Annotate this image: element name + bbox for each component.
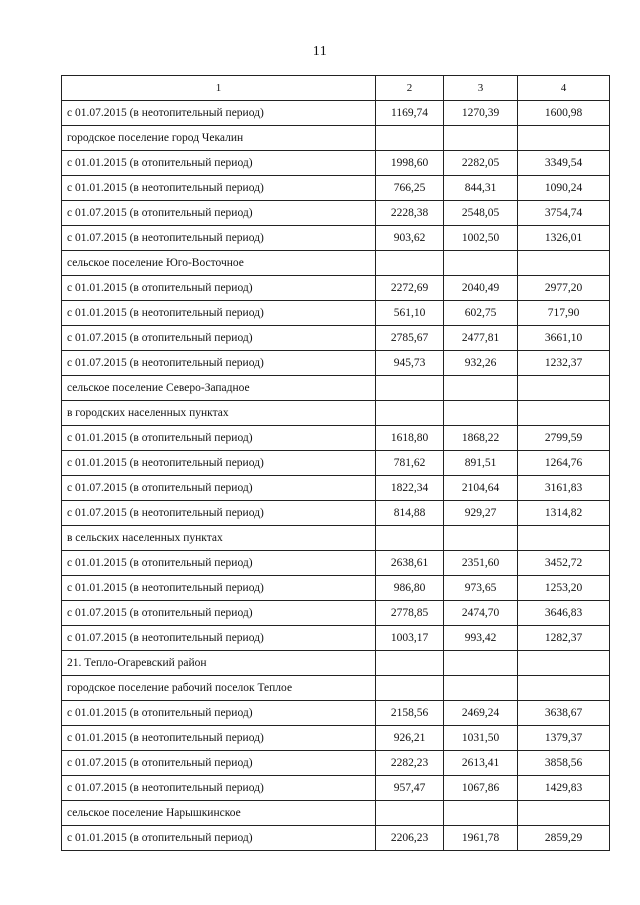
- row-label: с 01.01.2015 (в неотопительный период): [62, 726, 376, 751]
- value-cell-col2: 2206,23: [376, 826, 444, 851]
- value-cell-col4: 1314,82: [518, 501, 610, 526]
- value-cell-col3: 2474,70: [444, 601, 518, 626]
- row-label: с 01.01.2015 (в неотопительный период): [62, 576, 376, 601]
- value-cell-col3: 929,27: [444, 501, 518, 526]
- value-cell-col4: [518, 526, 610, 551]
- table-row: [62, 401, 610, 426]
- value-cell-col3: 2613,41: [444, 751, 518, 776]
- value-cell-col3: 891,51: [444, 451, 518, 476]
- value-cell-col2: 2778,85: [376, 601, 444, 626]
- row-label: 21. Тепло-Огаревский район: [62, 651, 376, 676]
- value-cell-col2: [376, 401, 444, 426]
- value-cell-col2: 814,88: [376, 501, 444, 526]
- table-row: [62, 251, 610, 276]
- value-cell-col4: 1264,76: [518, 451, 610, 476]
- value-cell-col4: 3638,67: [518, 701, 610, 726]
- row-label: с 01.07.2015 (в отопительный период): [62, 751, 376, 776]
- value-cell-col3: 2282,05: [444, 151, 518, 176]
- value-cell-col4: 3452,72: [518, 551, 610, 576]
- table-row: [62, 501, 610, 526]
- value-cell-col3: 993,42: [444, 626, 518, 651]
- value-cell-col4: 3858,56: [518, 751, 610, 776]
- column-header-4: 4: [518, 76, 610, 101]
- table-row: [62, 651, 610, 676]
- value-cell-col2: [376, 651, 444, 676]
- value-cell-col2: 2282,23: [376, 751, 444, 776]
- value-cell-col3: 1031,50: [444, 726, 518, 751]
- row-label: с 01.07.2015 (в неотопительный период): [62, 776, 376, 801]
- row-label: с 01.01.2015 (в отопительный период): [62, 551, 376, 576]
- value-cell-col2: 1003,17: [376, 626, 444, 651]
- value-cell-col3: 1067,86: [444, 776, 518, 801]
- value-cell-col4: [518, 651, 610, 676]
- value-cell-col2: 766,25: [376, 176, 444, 201]
- value-cell-col2: 1822,34: [376, 476, 444, 501]
- value-cell-col2: [376, 126, 444, 151]
- value-cell-col2: [376, 251, 444, 276]
- header-row: [62, 76, 610, 101]
- value-cell-col4: 3754,74: [518, 201, 610, 226]
- value-cell-col3: 602,75: [444, 301, 518, 326]
- row-label: с 01.07.2015 (в неотопительный период): [62, 351, 376, 376]
- value-cell-col4: 2977,20: [518, 276, 610, 301]
- value-cell-col4: 3161,83: [518, 476, 610, 501]
- value-cell-col4: 3661,10: [518, 326, 610, 351]
- table-row: [62, 776, 610, 801]
- row-label: с 01.01.2015 (в отопительный период): [62, 276, 376, 301]
- row-label: с 01.01.2015 (в неотопительный период): [62, 301, 376, 326]
- value-cell-col4: [518, 126, 610, 151]
- row-label: с 01.01.2015 (в отопительный период): [62, 826, 376, 851]
- row-label: городское поселение город Чекалин: [62, 126, 376, 151]
- value-cell-col4: [518, 401, 610, 426]
- value-cell-col4: 2799,59: [518, 426, 610, 451]
- value-cell-col3: 1868,22: [444, 426, 518, 451]
- value-cell-col2: 1618,80: [376, 426, 444, 451]
- value-cell-col2: 2228,38: [376, 201, 444, 226]
- value-cell-col4: [518, 676, 610, 701]
- value-cell-col4: 3646,83: [518, 601, 610, 626]
- row-label: сельское поселение Нарышкинское: [62, 801, 376, 826]
- value-cell-col3: [444, 401, 518, 426]
- value-cell-col4: 1326,01: [518, 226, 610, 251]
- value-cell-col2: 2158,56: [376, 701, 444, 726]
- value-cell-col4: [518, 376, 610, 401]
- tariff-table: [61, 75, 610, 851]
- table-row: [62, 101, 610, 126]
- table-row: [62, 751, 610, 776]
- row-label: с 01.07.2015 (в отопительный период): [62, 326, 376, 351]
- value-cell-col4: 717,90: [518, 301, 610, 326]
- value-cell-col3: 1961,78: [444, 826, 518, 851]
- table-row: [62, 676, 610, 701]
- column-header-3: 3: [444, 76, 518, 101]
- value-cell-col2: 986,80: [376, 576, 444, 601]
- table-row: [62, 276, 610, 301]
- table-header: [62, 76, 610, 101]
- value-cell-col4: 1429,83: [518, 776, 610, 801]
- table-row: [62, 701, 610, 726]
- table-row: [62, 176, 610, 201]
- row-label: в городских населенных пунктах: [62, 401, 376, 426]
- table-row: [62, 126, 610, 151]
- value-cell-col3: 973,65: [444, 576, 518, 601]
- value-cell-col3: 2477,81: [444, 326, 518, 351]
- row-label: в сельских населенных пунктах: [62, 526, 376, 551]
- table-row: [62, 326, 610, 351]
- column-header-1: 1: [62, 76, 376, 101]
- value-cell-col2: [376, 676, 444, 701]
- table-row: [62, 626, 610, 651]
- value-cell-col4: [518, 251, 610, 276]
- row-label: с 01.07.2015 (в отопительный период): [62, 201, 376, 226]
- row-label: с 01.07.2015 (в отопительный период): [62, 476, 376, 501]
- value-cell-col3: [444, 126, 518, 151]
- table-row: [62, 476, 610, 501]
- table-row: [62, 601, 610, 626]
- column-header-2: 2: [376, 76, 444, 101]
- table-row: [62, 526, 610, 551]
- row-label: с 01.01.2015 (в отопительный период): [62, 426, 376, 451]
- value-cell-col2: 1998,60: [376, 151, 444, 176]
- value-cell-col4: 1282,37: [518, 626, 610, 651]
- value-cell-col3: 2104,64: [444, 476, 518, 501]
- value-cell-col3: [444, 526, 518, 551]
- value-cell-col3: 1002,50: [444, 226, 518, 251]
- value-cell-col2: 957,47: [376, 776, 444, 801]
- value-cell-col4: 1090,24: [518, 176, 610, 201]
- row-label: с 01.01.2015 (в неотопительный период): [62, 176, 376, 201]
- value-cell-col3: [444, 676, 518, 701]
- row-label: с 01.01.2015 (в отопительный период): [62, 701, 376, 726]
- row-label: сельское поселение Северо-Западное: [62, 376, 376, 401]
- value-cell-col2: 2272,69: [376, 276, 444, 301]
- table-row: [62, 226, 610, 251]
- value-cell-col2: 903,62: [376, 226, 444, 251]
- value-cell-col3: [444, 801, 518, 826]
- value-cell-col4: 3349,54: [518, 151, 610, 176]
- value-cell-col2: 1169,74: [376, 101, 444, 126]
- value-cell-col2: 926,21: [376, 726, 444, 751]
- value-cell-col3: [444, 251, 518, 276]
- value-cell-col4: [518, 801, 610, 826]
- row-label: с 01.07.2015 (в отопительный период): [62, 601, 376, 626]
- value-cell-col2: [376, 526, 444, 551]
- value-cell-col4: 1379,37: [518, 726, 610, 751]
- value-cell-col2: 2785,67: [376, 326, 444, 351]
- row-label: с 01.07.2015 (в неотопительный период): [62, 226, 376, 251]
- value-cell-col4: 1232,37: [518, 351, 610, 376]
- value-cell-col3: [444, 651, 518, 676]
- value-cell-col2: 781,62: [376, 451, 444, 476]
- table-row: [62, 151, 610, 176]
- table-row: [62, 551, 610, 576]
- row-label: сельское поселение Юго-Восточное: [62, 251, 376, 276]
- value-cell-col2: 945,73: [376, 351, 444, 376]
- row-label: с 01.07.2015 (в неотопительный период): [62, 101, 376, 126]
- value-cell-col4: 2859,29: [518, 826, 610, 851]
- value-cell-col4: 1253,20: [518, 576, 610, 601]
- table-row: [62, 351, 610, 376]
- table-row: [62, 426, 610, 451]
- table-row: [62, 201, 610, 226]
- table-row: [62, 451, 610, 476]
- value-cell-col3: 2548,05: [444, 201, 518, 226]
- row-label: с 01.01.2015 (в отопительный период): [62, 151, 376, 176]
- table-row: [62, 376, 610, 401]
- value-cell-col3: 1270,39: [444, 101, 518, 126]
- value-cell-col3: 2351,60: [444, 551, 518, 576]
- table-row: [62, 726, 610, 751]
- row-label: с 01.01.2015 (в неотопительный период): [62, 451, 376, 476]
- table-row: [62, 576, 610, 601]
- value-cell-col2: 2638,61: [376, 551, 444, 576]
- table-row: [62, 826, 610, 851]
- table-row: [62, 801, 610, 826]
- table-body: [62, 101, 610, 851]
- value-cell-col3: 2469,24: [444, 701, 518, 726]
- value-cell-col3: 932,26: [444, 351, 518, 376]
- row-label: городское поселение рабочий поселок Теплое: [62, 676, 376, 701]
- row-label: с 01.07.2015 (в неотопительный период): [62, 626, 376, 651]
- value-cell-col3: 844,31: [444, 176, 518, 201]
- value-cell-col2: 561,10: [376, 301, 444, 326]
- page-number: 11: [312, 44, 328, 59]
- table-row: [62, 301, 610, 326]
- value-cell-col2: [376, 801, 444, 826]
- value-cell-col4: 1600,98: [518, 101, 610, 126]
- value-cell-col2: [376, 376, 444, 401]
- value-cell-col3: [444, 376, 518, 401]
- value-cell-col3: 2040,49: [444, 276, 518, 301]
- row-label: с 01.07.2015 (в неотопительный период): [62, 501, 376, 526]
